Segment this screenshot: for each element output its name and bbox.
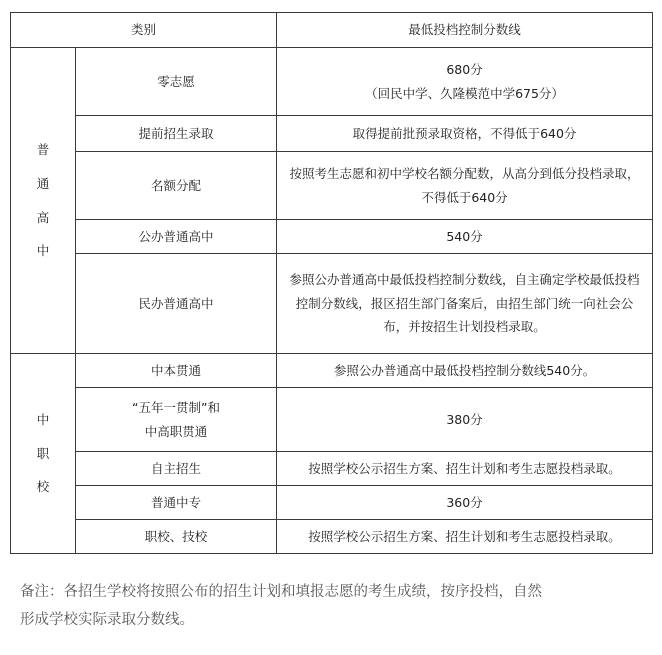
category-cell bbox=[11, 354, 76, 554]
table-row bbox=[11, 254, 653, 354]
score-text: 控制分数线，报区招生部门备案后，由招生部门统一向社会公 bbox=[295, 295, 634, 311]
score-text: 按照学校公示招生方案、招生计划和考生志愿投档录取。 bbox=[308, 460, 621, 476]
score-text: 参照公办普通高中最低投档控制分数线540分。 bbox=[333, 362, 596, 378]
category-char: 普 bbox=[36, 142, 50, 157]
score-text: 按照学校公示招生方案、招生计划和考生志愿投档录取。 bbox=[308, 528, 621, 544]
table-row bbox=[11, 48, 653, 116]
score-text: 布，并按招生计划投档录取。 bbox=[383, 319, 546, 335]
item-cell bbox=[76, 520, 277, 554]
category-char: 中 bbox=[36, 411, 50, 427]
score-text: 取得提前批预录取资格，不得低于640分 bbox=[352, 125, 577, 141]
score-cell bbox=[277, 254, 653, 354]
item-label: 零志愿 bbox=[157, 73, 195, 89]
item-cell bbox=[76, 116, 277, 152]
item-cell bbox=[76, 354, 277, 388]
item-label: 民办普通高中 bbox=[138, 295, 214, 311]
item-label: 普通中专 bbox=[151, 494, 202, 510]
table-row bbox=[11, 220, 653, 254]
item-cell bbox=[76, 152, 277, 220]
header-score-line: 最低投档控制分数线 bbox=[277, 13, 653, 48]
score-text: 不得低于640分 bbox=[421, 189, 508, 205]
score-cell bbox=[277, 116, 653, 152]
item-label: 公办普通高中 bbox=[138, 228, 214, 244]
item-label: 自主招生 bbox=[151, 460, 202, 476]
score-text: 380分 bbox=[446, 411, 483, 427]
item-label: 名额分配 bbox=[151, 177, 202, 193]
item-label: “五年一贯制”和 bbox=[132, 399, 220, 415]
header-category: 类别 bbox=[11, 13, 277, 48]
table-header-row bbox=[11, 13, 653, 48]
item-label: 职校、技校 bbox=[144, 528, 208, 544]
item-cell bbox=[76, 254, 277, 354]
table-row bbox=[11, 388, 653, 452]
score-cell bbox=[277, 220, 653, 254]
table-row bbox=[11, 354, 653, 388]
score-cell bbox=[277, 486, 653, 520]
score-text: 360分 bbox=[446, 494, 483, 510]
table-row bbox=[11, 152, 653, 220]
item-label: 提前招生录取 bbox=[138, 125, 214, 141]
item-cell bbox=[76, 388, 277, 452]
footnote bbox=[20, 578, 650, 634]
score-text: 参照公办普通高中最低投档控制分数线，自主确定学校最低投档 bbox=[289, 271, 640, 287]
item-cell bbox=[76, 220, 277, 254]
category-char: 高 bbox=[36, 209, 50, 225]
table-row bbox=[11, 520, 653, 554]
item-cell bbox=[76, 48, 277, 116]
footnote-line: 备注：各招生学校将按照公布的招生计划和填报志愿的考生成绩，按序投档，自然 bbox=[20, 584, 542, 600]
score-cell bbox=[277, 388, 653, 452]
score-cell bbox=[277, 452, 653, 486]
table-body bbox=[11, 48, 653, 554]
category-char: 校 bbox=[36, 479, 50, 495]
category-cell bbox=[11, 48, 76, 354]
score-text: 680分 bbox=[446, 61, 483, 77]
table-row bbox=[11, 486, 653, 520]
item-cell bbox=[76, 452, 277, 486]
item-label: 中本贯通 bbox=[151, 362, 202, 378]
score-line-table bbox=[10, 12, 653, 554]
score-text: 540分 bbox=[446, 228, 483, 244]
category-char: 通 bbox=[36, 175, 50, 191]
score-cell bbox=[277, 152, 653, 220]
category-char: 中 bbox=[36, 243, 50, 259]
table-row bbox=[11, 116, 653, 152]
item-label: 中高职贯通 bbox=[144, 423, 208, 439]
score-cell bbox=[277, 354, 653, 388]
footnote-line: 形成学校实际录取分数线。 bbox=[20, 612, 194, 628]
table-row bbox=[11, 452, 653, 486]
score-cell bbox=[277, 520, 653, 554]
category-char: 职 bbox=[36, 445, 50, 461]
score-text: 按照考生志愿和初中学校名额分配数，从高分到低分投档录取， bbox=[289, 165, 640, 181]
item-cell bbox=[76, 486, 277, 520]
score-cell bbox=[277, 48, 653, 116]
score-text: （回民中学、久隆模范中学675分） bbox=[365, 85, 564, 101]
